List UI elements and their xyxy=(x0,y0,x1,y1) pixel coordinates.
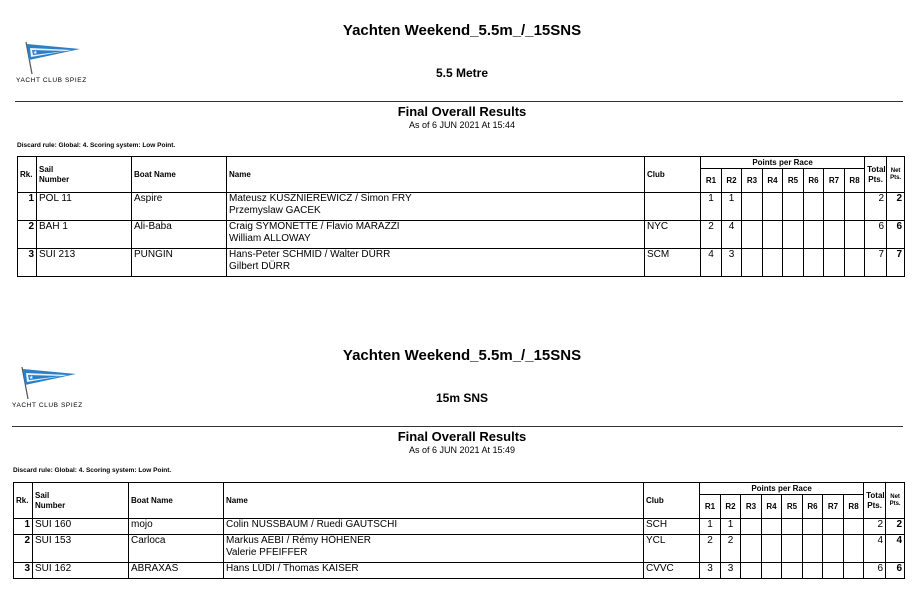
race-score-cell: 1 xyxy=(722,193,742,221)
header-net-pts: Net Pts. xyxy=(887,157,905,193)
table-row xyxy=(14,519,905,535)
race-score-cell xyxy=(762,563,782,579)
total-points-cell: 4 xyxy=(864,535,886,563)
race-score-cell: 3 xyxy=(700,563,721,579)
boat-name-cell: Carloca xyxy=(129,535,224,563)
divider xyxy=(15,101,903,102)
net-points-cell: 7 xyxy=(887,249,905,277)
race-score-cell xyxy=(804,193,824,221)
header-r7: R7 xyxy=(823,495,844,519)
header-r8: R8 xyxy=(844,495,864,519)
race-score-cell xyxy=(763,221,783,249)
total-points-cell: 6 xyxy=(865,221,887,249)
race-score-cell xyxy=(844,563,864,579)
header-boat-name: Boat Name xyxy=(132,157,227,193)
header-total-pts: Total Pts. xyxy=(865,157,887,193)
svg-text:★: ★ xyxy=(33,50,38,56)
header-r3: R3 xyxy=(741,495,762,519)
header-name: Name xyxy=(227,157,645,193)
header-r6: R6 xyxy=(804,169,824,193)
race-score-cell xyxy=(741,563,762,579)
rank-cell: 3 xyxy=(18,249,37,277)
class-subtitle: 15m SNS xyxy=(435,391,489,405)
race-score-cell: 1 xyxy=(700,519,721,535)
club-cell: SCM xyxy=(645,249,701,277)
header-r5: R5 xyxy=(783,169,804,193)
race-score-cell xyxy=(844,519,864,535)
race-score-cell xyxy=(823,535,844,563)
club-cell: CVVC xyxy=(644,563,700,579)
results-title: Final Overall Results xyxy=(397,429,527,444)
boat-name-cell: PUNGIN xyxy=(132,249,227,277)
as-of-timestamp: As of 6 JUN 2021 At 15:44 xyxy=(408,120,516,130)
race-score-cell xyxy=(824,221,845,249)
race-score-cell xyxy=(782,535,803,563)
race-score-cell: 1 xyxy=(721,519,741,535)
boat-name-cell: mojo xyxy=(129,519,224,535)
rank-cell: 3 xyxy=(14,563,33,579)
logo-text: YACHT CLUB SPIEZ xyxy=(16,77,87,84)
total-points-cell: 6 xyxy=(864,563,886,579)
header-points-per-race: Points per Race xyxy=(701,157,865,169)
race-score-cell xyxy=(824,249,845,277)
results-table xyxy=(17,156,905,277)
rank-cell: 1 xyxy=(18,193,37,221)
header-r2: R2 xyxy=(721,495,741,519)
race-score-cell xyxy=(823,519,844,535)
header-r1: R1 xyxy=(700,495,721,519)
race-score-cell xyxy=(742,221,763,249)
crew-name-cell: Craig SYMONETTE / Flavio MARAZZI William ALLOWAY xyxy=(227,221,645,249)
svg-text:★: ★ xyxy=(29,375,34,381)
race-score-cell xyxy=(762,519,782,535)
crew-name-cell: Hans LÜDI / Thomas KAISER xyxy=(224,563,644,579)
rank-cell: 2 xyxy=(14,535,33,563)
race-score-cell xyxy=(783,221,804,249)
net-points-cell: 6 xyxy=(887,221,905,249)
rank-cell: 2 xyxy=(18,221,37,249)
header-r6: R6 xyxy=(803,495,823,519)
header-r2: R2 xyxy=(722,169,742,193)
race-score-cell: 3 xyxy=(721,563,741,579)
race-score-cell xyxy=(804,221,824,249)
crew-name-cell: Mateusz KUSZNIEREWICZ / Simon FRY Przemyslaw GACEK xyxy=(227,193,645,221)
event-title: Yachten Weekend_5.5m_/_15SNS xyxy=(342,22,582,39)
table-row xyxy=(18,249,905,277)
race-score-cell xyxy=(763,249,783,277)
header-r4: R4 xyxy=(763,169,783,193)
sail-number-cell: POL 11 xyxy=(37,193,132,221)
boat-name-cell: ABRAXAS xyxy=(129,563,224,579)
sail-number-cell: SUI 153 xyxy=(33,535,129,563)
divider xyxy=(12,426,903,427)
boat-name-cell: Aspire xyxy=(132,193,227,221)
results-table xyxy=(13,482,905,579)
race-score-cell xyxy=(741,519,762,535)
race-score-cell: 2 xyxy=(701,221,722,249)
header-boat-name: Boat Name xyxy=(129,483,224,519)
discard-rule: Discard rule: Global: 4. Scoring system: Low Point. xyxy=(13,467,172,474)
header-name: Name xyxy=(224,483,644,519)
header-total-pts: Total Pts. xyxy=(864,483,886,519)
table-row xyxy=(18,193,905,221)
crew-name-cell: Markus AEBI / Rémy HÖHENER Valerie PFEIFFER xyxy=(224,535,644,563)
sail-number-cell: BAH 1 xyxy=(37,221,132,249)
sail-number-cell: SUI 160 xyxy=(33,519,129,535)
header-sail-number: Sail Number xyxy=(33,483,129,519)
race-score-cell xyxy=(845,193,865,221)
header-r7: R7 xyxy=(824,169,845,193)
race-score-cell xyxy=(742,193,763,221)
net-points-cell: 4 xyxy=(886,535,905,563)
race-score-cell xyxy=(763,193,783,221)
race-score-cell xyxy=(782,563,803,579)
race-score-cell xyxy=(824,193,845,221)
race-score-cell xyxy=(804,249,824,277)
header-rk: Rk. xyxy=(14,483,33,519)
race-score-cell: 1 xyxy=(701,193,722,221)
table-row xyxy=(18,221,905,249)
club-cell: YCL xyxy=(644,535,700,563)
table-row xyxy=(14,563,905,579)
logo-text: YACHT CLUB SPIEZ xyxy=(12,402,83,409)
header-r5: R5 xyxy=(782,495,803,519)
total-points-cell: 2 xyxy=(864,519,886,535)
header-sail-number: Sail Number xyxy=(37,157,132,193)
event-title: Yachten Weekend_5.5m_/_15SNS xyxy=(342,347,582,364)
sail-number-cell: SUI 162 xyxy=(33,563,129,579)
total-points-cell: 7 xyxy=(865,249,887,277)
crew-name-cell: Hans-Peter SCHMID / Walter DÜRR Gilbert DÜRR xyxy=(227,249,645,277)
sail-number-cell: SUI 213 xyxy=(37,249,132,277)
class-subtitle: 5.5 Metre xyxy=(435,66,489,80)
header-club: Club xyxy=(645,157,701,193)
race-score-cell xyxy=(762,535,782,563)
results-section-15m-sns xyxy=(0,325,924,610)
as-of-timestamp: As of 6 JUN 2021 At 15:49 xyxy=(408,445,516,455)
race-score-cell: 2 xyxy=(721,535,741,563)
results-section-5-5-metre xyxy=(0,0,924,300)
club-cell: NYC xyxy=(645,221,701,249)
crew-name-cell: Colin NUSSBAUM / Ruedi GAUTSCHI xyxy=(224,519,644,535)
race-score-cell xyxy=(741,535,762,563)
club-cell: SCH xyxy=(644,519,700,535)
header-r1: R1 xyxy=(701,169,722,193)
race-score-cell xyxy=(742,249,763,277)
header-r3: R3 xyxy=(742,169,763,193)
total-points-cell: 2 xyxy=(865,193,887,221)
race-score-cell xyxy=(803,535,823,563)
race-score-cell: 4 xyxy=(701,249,722,277)
race-score-cell xyxy=(803,519,823,535)
rank-cell: 1 xyxy=(14,519,33,535)
header-rk: Rk. xyxy=(18,157,37,193)
race-score-cell: 3 xyxy=(722,249,742,277)
race-score-cell xyxy=(845,221,865,249)
race-score-cell xyxy=(782,519,803,535)
header-points-per-race: Points per Race xyxy=(700,483,864,495)
race-score-cell xyxy=(845,249,865,277)
net-points-cell: 6 xyxy=(886,563,905,579)
net-points-cell: 2 xyxy=(887,193,905,221)
race-score-cell xyxy=(803,563,823,579)
club-cell xyxy=(645,193,701,221)
results-title: Final Overall Results xyxy=(397,104,527,119)
race-score-cell: 2 xyxy=(700,535,721,563)
race-score-cell: 4 xyxy=(722,221,742,249)
header-r4: R4 xyxy=(762,495,782,519)
race-score-cell xyxy=(844,535,864,563)
boat-name-cell: Ali-Baba xyxy=(132,221,227,249)
discard-rule: Discard rule: Global: 4. Scoring system: Low Point. xyxy=(17,142,176,149)
table-row xyxy=(14,535,905,563)
net-points-cell: 2 xyxy=(886,519,905,535)
header-club: Club xyxy=(644,483,700,519)
header-net-pts: Net Pts. xyxy=(886,483,905,519)
race-score-cell xyxy=(783,249,804,277)
race-score-cell xyxy=(823,563,844,579)
header-r8: R8 xyxy=(845,169,865,193)
race-score-cell xyxy=(783,193,804,221)
